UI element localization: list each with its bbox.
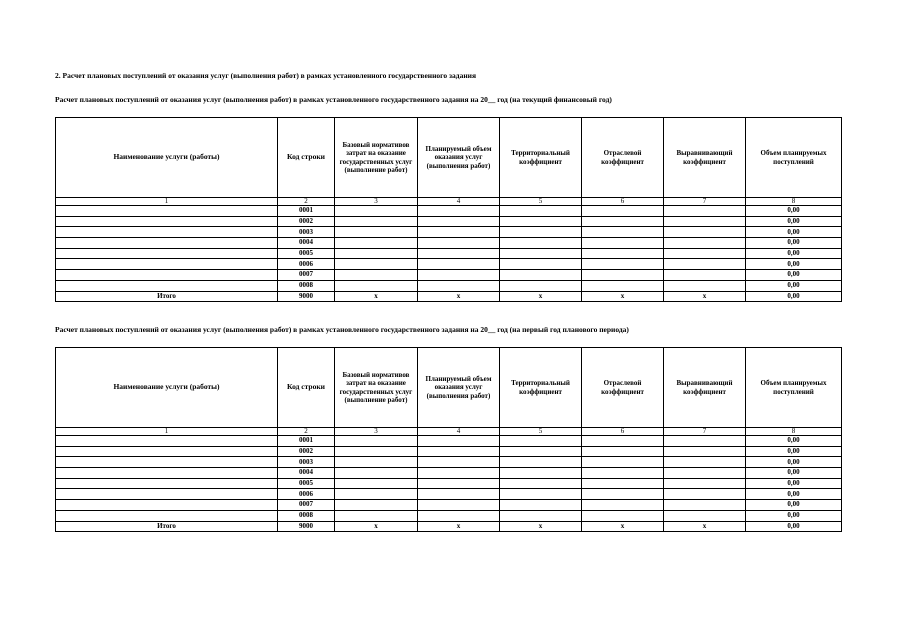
cell[interactable] [418,436,500,447]
column-number: 8 [746,428,842,436]
column-number: 7 [664,428,746,436]
cell[interactable] [500,248,582,259]
cell[interactable] [664,280,746,291]
cell[interactable] [582,206,664,217]
cell[interactable] [664,270,746,281]
cell[interactable] [582,248,664,259]
table-caption-current-year: Расчет плановых поступлений от оказания услуг (выполнения работ) в рамках установленного государственного задания на 20__ год (на текущий финансовый год) [55,95,612,104]
amount-cell: 0,00 [746,446,842,457]
table-row [56,436,842,447]
service-name-cell[interactable] [56,489,278,500]
table-row [56,216,842,227]
service-name-cell[interactable] [56,216,278,227]
cell[interactable] [500,478,582,489]
table-row [56,489,842,500]
cell[interactable] [335,436,418,447]
cell[interactable] [335,478,418,489]
line-code: 0004 [278,238,335,249]
amount-cell: 0,00 [746,259,842,270]
service-name-cell[interactable] [56,457,278,468]
cell[interactable] [664,436,746,447]
cell[interactable] [335,510,418,521]
amount-cell: 0,00 [746,489,842,500]
cell[interactable] [664,478,746,489]
line-code: 0003 [278,227,335,238]
cell[interactable] [664,468,746,479]
cell[interactable] [500,227,582,238]
line-code: 0006 [278,259,335,270]
service-name-cell[interactable] [56,248,278,259]
cell[interactable] [500,216,582,227]
cell[interactable] [582,446,664,457]
cell[interactable] [418,248,500,259]
cell[interactable] [500,457,582,468]
total-row [56,291,842,302]
cell[interactable] [418,468,500,479]
amount-cell: 0,00 [746,227,842,238]
amount-cell: 0,00 [746,468,842,479]
column-number: 3 [335,428,418,436]
cell[interactable] [335,227,418,238]
cell[interactable] [582,468,664,479]
service-name-cell[interactable] [56,446,278,457]
column-number: 7 [664,198,746,206]
column-number: 5 [500,198,582,206]
header-row [56,118,842,198]
col-planned-revenue: Объем планируемых поступлений [746,348,842,428]
cell[interactable] [582,280,664,291]
cell[interactable] [582,457,664,468]
cell[interactable] [500,468,582,479]
column-number: 4 [418,198,500,206]
revenue-table-first-plan-year [55,347,842,532]
cell[interactable] [582,259,664,270]
total-cell: x [664,521,746,532]
service-name-cell[interactable] [56,280,278,291]
cell[interactable] [582,436,664,447]
column-number: 8 [746,198,842,206]
col-equalizing-coef: Выравнивающий коэффициент [664,348,746,428]
cell[interactable] [418,510,500,521]
total-cell: x [335,291,418,302]
cell[interactable] [582,227,664,238]
cell[interactable] [500,259,582,270]
service-name-cell[interactable] [56,478,278,489]
col-territorial-coef: Территориальный коэффициент [500,348,582,428]
cell[interactable] [418,270,500,281]
table-row [56,280,842,291]
table-row [56,248,842,259]
table-row [56,510,842,521]
cell[interactable] [418,446,500,457]
total-cell: x [418,521,500,532]
cell[interactable] [664,500,746,511]
total-cell: x [664,291,746,302]
col-territorial-coef: Территориальный коэффициент [500,118,582,198]
table-row [56,457,842,468]
cell[interactable] [664,457,746,468]
cell[interactable] [582,500,664,511]
service-name-cell[interactable] [56,238,278,249]
amount-cell: 0,00 [746,510,842,521]
cell[interactable] [335,270,418,281]
table-row [56,478,842,489]
service-name-cell[interactable] [56,270,278,281]
cell[interactable] [664,446,746,457]
col-planned-revenue: Объем планируемых поступлений [746,118,842,198]
service-name-cell[interactable] [56,468,278,479]
cell[interactable] [418,280,500,291]
column-number: 3 [335,198,418,206]
header-row [56,348,842,428]
line-code: 0008 [278,510,335,521]
cell[interactable] [335,238,418,249]
cell[interactable] [418,259,500,270]
cell[interactable] [500,500,582,511]
col-planned-volume: Планируемый объем оказания услуг (выполнения работ) [418,118,500,198]
cell[interactable] [582,478,664,489]
column-number: 2 [278,198,335,206]
col-sector-coef: Отраслевой коэффициент [582,118,664,198]
line-code: 0006 [278,489,335,500]
cell[interactable] [500,206,582,217]
amount-cell: 0,00 [746,457,842,468]
line-code: 0001 [278,206,335,217]
amount-cell: 0,00 [746,248,842,259]
cell[interactable] [418,478,500,489]
table-row [56,500,842,511]
cell[interactable] [664,259,746,270]
amount-cell: 0,00 [746,206,842,217]
service-name-cell[interactable] [56,436,278,447]
line-code: 0007 [278,500,335,511]
col-planned-volume: Планируемый объем оказания услуг (выполнения работ) [418,348,500,428]
line-code: 0008 [278,280,335,291]
cell[interactable] [582,238,664,249]
line-code: 0005 [278,478,335,489]
table-row [56,270,842,281]
cell[interactable] [335,280,418,291]
total-cell: x [500,521,582,532]
cell[interactable] [664,248,746,259]
col-base-cost: Базовый нормативов затрат на оказание государственных услуг (выполнение работ) [335,118,418,198]
cell[interactable] [418,227,500,238]
cell[interactable] [664,238,746,249]
cell[interactable] [500,436,582,447]
column-number-row [56,198,842,206]
col-service-name: Наименование услуги (работы) [56,118,278,198]
amount-cell: 0,00 [746,238,842,249]
table-row [56,468,842,479]
column-number: 5 [500,428,582,436]
table-row [56,227,842,238]
total-cell: x [500,291,582,302]
total-label: Итого [56,521,278,532]
amount-cell: 0,00 [746,216,842,227]
total-code: 9000 [278,521,335,532]
cell[interactable] [418,500,500,511]
cell[interactable] [664,227,746,238]
cell[interactable] [418,489,500,500]
cell[interactable] [335,457,418,468]
col-service-name: Наименование услуги (работы) [56,348,278,428]
line-code: 0002 [278,446,335,457]
line-code: 0007 [278,270,335,281]
total-label: Итого [56,291,278,302]
cell[interactable] [500,510,582,521]
line-code: 0003 [278,457,335,468]
total-row [56,521,842,532]
service-name-cell[interactable] [56,227,278,238]
total-amount: 0,00 [746,291,842,302]
service-name-cell[interactable] [56,259,278,270]
cell[interactable] [582,510,664,521]
line-code: 0004 [278,468,335,479]
page-heading: 2. Расчет плановых поступлений от оказания услуг (выполнения работ) в рамках установленного государственного задания [55,71,477,80]
line-code: 0001 [278,436,335,447]
col-line-code: Код строки [278,348,335,428]
service-name-cell[interactable] [56,500,278,511]
total-code: 9000 [278,291,335,302]
cell[interactable] [664,216,746,227]
column-number: 2 [278,428,335,436]
cell[interactable] [418,216,500,227]
cell[interactable] [335,489,418,500]
amount-cell: 0,00 [746,280,842,291]
cell[interactable] [582,270,664,281]
cell[interactable] [418,238,500,249]
amount-cell: 0,00 [746,436,842,447]
cell[interactable] [500,280,582,291]
cell[interactable] [335,248,418,259]
cell[interactable] [500,270,582,281]
cell[interactable] [500,489,582,500]
amount-cell: 0,00 [746,478,842,489]
table-row [56,238,842,249]
column-number: 1 [56,198,278,206]
cell[interactable] [418,206,500,217]
column-number: 6 [582,428,664,436]
line-code: 0002 [278,216,335,227]
cell[interactable] [500,238,582,249]
cell[interactable] [335,259,418,270]
col-equalizing-coef: Выравнивающий коэффициент [664,118,746,198]
cell[interactable] [335,446,418,457]
cell[interactable] [335,206,418,217]
column-number: 1 [56,428,278,436]
revenue-table-current-year [55,117,842,302]
column-number: 6 [582,198,664,206]
table-caption-first-plan-year: Расчет плановых поступлений от оказания услуг (выполнения работ) в рамках установленного государственного задания на 20__ год (на первый год планового периода) [55,325,629,334]
line-code: 0005 [278,248,335,259]
col-line-code: Код строки [278,118,335,198]
total-cell: x [418,291,500,302]
column-number-row [56,428,842,436]
cell[interactable] [335,500,418,511]
cell[interactable] [500,446,582,457]
service-name-cell[interactable] [56,206,278,217]
cell[interactable] [418,457,500,468]
cell[interactable] [582,216,664,227]
col-base-cost: Базовый нормативов затрат на оказание государственных услуг (выполнение работ) [335,348,418,428]
cell[interactable] [664,489,746,500]
table-row [56,446,842,457]
total-amount: 0,00 [746,521,842,532]
col-sector-coef: Отраслевой коэффициент [582,348,664,428]
amount-cell: 0,00 [746,270,842,281]
cell[interactable] [664,510,746,521]
cell[interactable] [664,206,746,217]
table-row [56,206,842,217]
cell[interactable] [582,489,664,500]
total-cell: x [582,291,664,302]
total-cell: x [582,521,664,532]
service-name-cell[interactable] [56,510,278,521]
amount-cell: 0,00 [746,500,842,511]
cell[interactable] [335,216,418,227]
table-row [56,259,842,270]
total-cell: x [335,521,418,532]
cell[interactable] [335,468,418,479]
column-number: 4 [418,428,500,436]
